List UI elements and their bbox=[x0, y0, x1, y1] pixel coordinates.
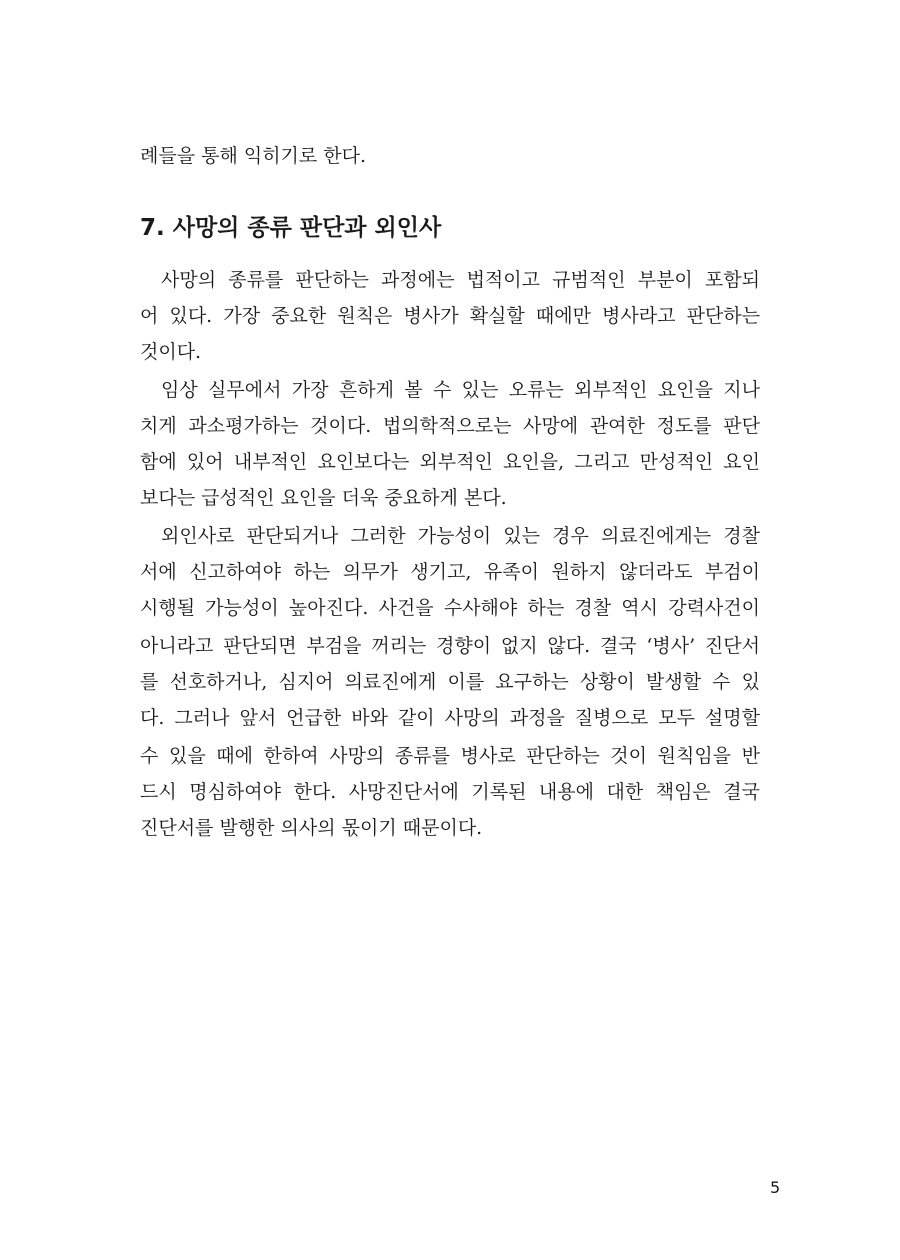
paragraph-line: 함에 있어 내부적인 요인보다는 외부적인 요인을, 그리고 만성적인 요인 bbox=[140, 451, 760, 473]
paragraph-line: 외인사로 판단되거나 그러한 가능성이 있는 경우 의료진에게는 경찰 bbox=[161, 525, 760, 547]
paragraph-line: 드시 명심하여야 한다. 사망진단서에 기록된 내용에 대한 책임은 결국 bbox=[140, 781, 760, 803]
paragraph-line: 를 선호하거나, 심지어 의료진에게 이를 요구하는 상황이 발생할 수 있 bbox=[140, 671, 760, 693]
paragraph-line: 임상 실무에서 가장 흔하게 볼 수 있는 오류는 외부적인 요인을 지나 bbox=[161, 379, 760, 401]
paragraph-line: 다. 그러나 앞서 언급한 바와 같이 사망의 과정을 질병으로 모두 설명할 bbox=[140, 707, 760, 729]
intro-tail-line: 례들을 통해 익히기로 한다. bbox=[140, 145, 367, 167]
section-heading: 7. 사망의 종류 판단과 외인사 bbox=[140, 215, 442, 241]
paragraph-line: 어 있다. 가장 중요한 원칙은 병사가 확실할 때에만 병사라고 판단하는 bbox=[140, 305, 760, 327]
paragraph-line: 보다는 급성적인 요인을 더욱 중요하게 본다. bbox=[140, 487, 507, 509]
paragraph-line: 것이다. bbox=[140, 341, 202, 363]
paragraph-line: 치게 과소평가하는 것이다. 법의학적으로는 사망에 관여한 정도를 판단 bbox=[140, 415, 760, 437]
paragraph-line: 시행될 가능성이 높아진다. 사건을 수사해야 하는 경찰 역시 강력사건이 bbox=[140, 597, 760, 619]
paragraph-line: 사망의 종류를 판단하는 과정에는 법적이고 규범적인 부분이 포함되 bbox=[161, 269, 760, 291]
page-number: 5 bbox=[770, 1178, 781, 1197]
paragraph-line: 아니라고 판단되면 부검을 꺼리는 경향이 없지 않다. 결국 ‘병사’ 진단서 bbox=[140, 635, 760, 657]
paragraph-line: 서에 신고하여야 하는 의무가 생기고, 유족이 원하지 않더라도 부검이 bbox=[140, 561, 760, 583]
paragraph-line: 진단서를 발행한 의사의 몫이기 때문이다. bbox=[140, 817, 483, 839]
paragraph-line: 수 있을 때에 한하여 사망의 종류를 병사로 판단하는 것이 원칙임을 반 bbox=[140, 745, 760, 767]
